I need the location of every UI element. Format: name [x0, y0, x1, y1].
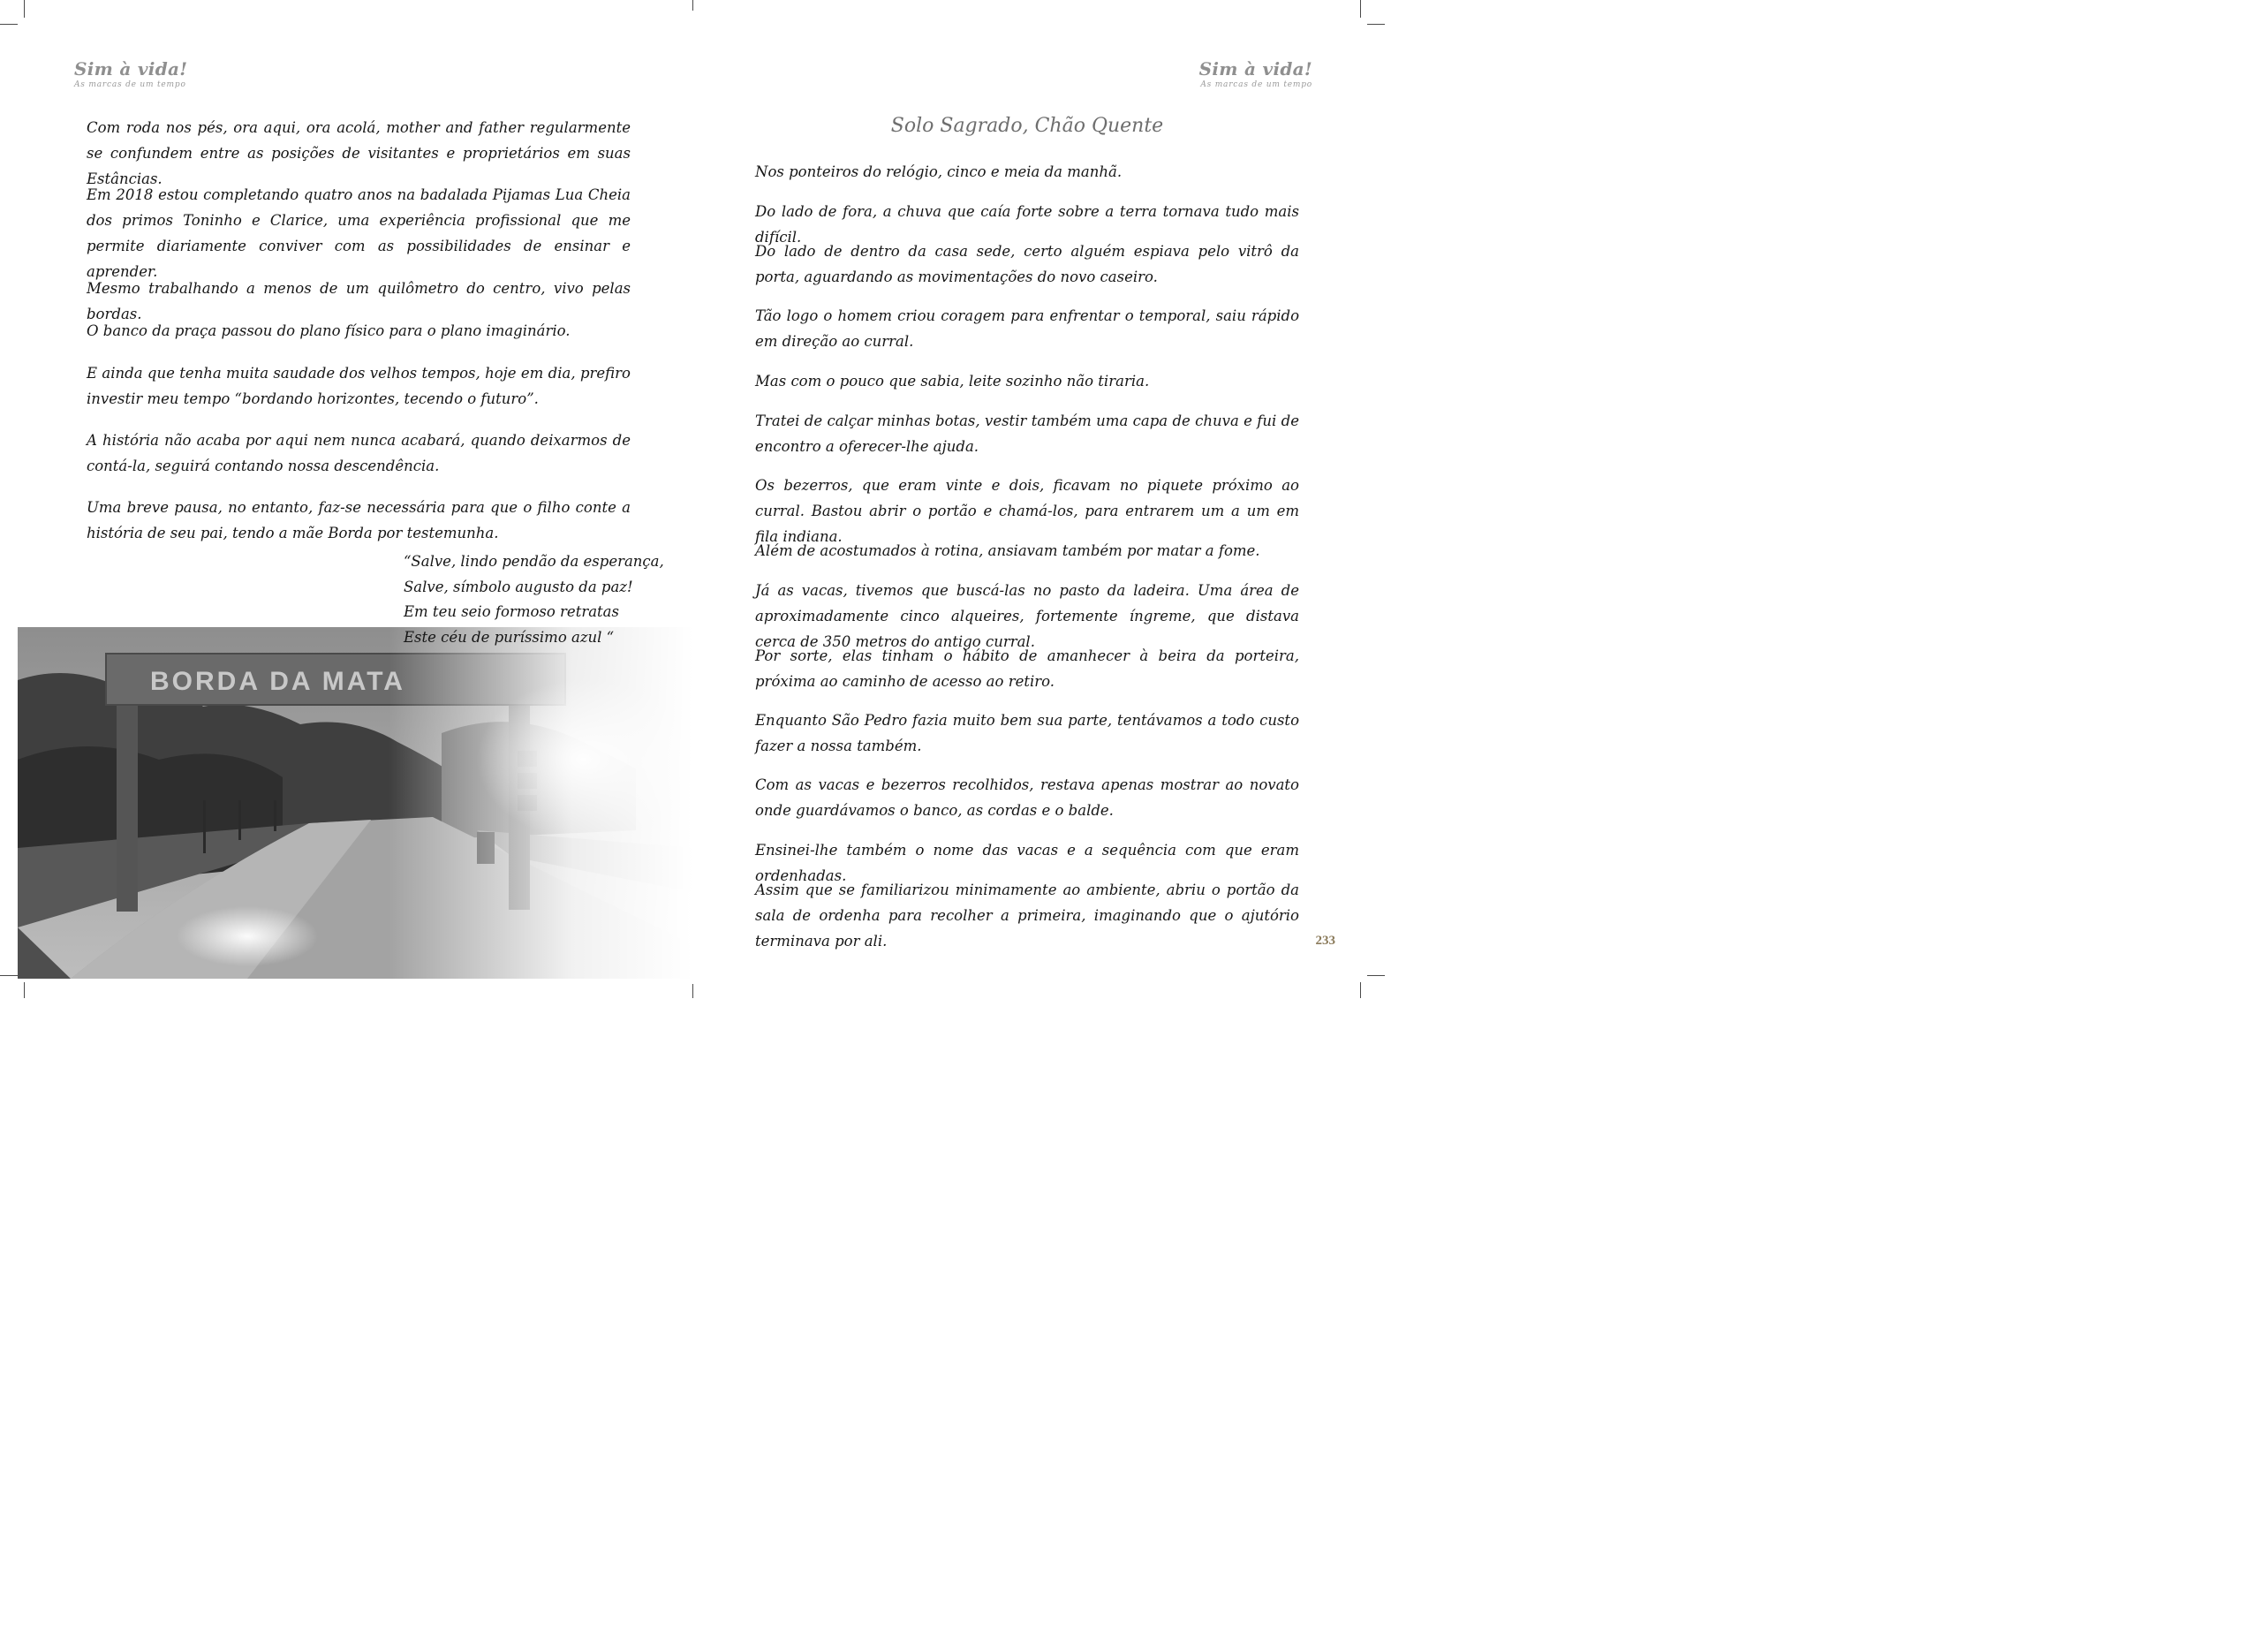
- chapter-title: Solo Sagrado, Chão Quente: [890, 115, 1164, 137]
- paragraph: Enquanto São Pedro fazia muito bem sua parte, tentávamos a todo custo fazer a nossa também.: [755, 712, 1299, 754]
- paragraph: Com as vacas e bezerros recolhidos, restava apenas mostrar ao novato onde guardávamos o banco, as cordas e o balde.: [755, 776, 1299, 819]
- verse-line: “Salve, lindo pendão da esperança,: [404, 553, 664, 570]
- anthem-quote: [404, 549, 664, 650]
- borda-da-mata-photo: [18, 627, 693, 979]
- paragraph: Assim que se familiarizou minimamente ao ambiente, abriu o portão da sala de ordenha para recolher a primeira, imaginando que o ajutório terminava por ali.: [755, 882, 1299, 950]
- book-subtitle: As marcas de um tempo: [74, 80, 186, 89]
- paragraph: Do lado de fora, a chuva que caía forte sobre a terra tornava tudo mais difícil.: [755, 203, 1299, 246]
- paragraph: E ainda que tenha muita saudade dos velhos tempos, hoje em dia, prefiro investir meu tempo “bordando horizontes, tecendo o futuro”.: [87, 365, 631, 407]
- paragraph: Além de acostumados à rotina, ansiavam também por matar a fome.: [755, 542, 1260, 559]
- verse-line: Em teu seio formoso retratas: [404, 603, 619, 620]
- paragraph: A história não acaba por aqui nem nunca acabará, quando deixarmos de contá-la, seguirá contando nossa descendência.: [87, 432, 631, 474]
- paragraph: O banco da praça passou do plano físico para o plano imaginário.: [87, 322, 571, 339]
- book-title: Sim à vida!: [1198, 58, 1312, 79]
- paragraph: Uma breve pausa, no entanto, faz-se necessária para que o filho conte a história de seu pai, tendo a mãe Borda por testemunha.: [87, 499, 631, 541]
- page-number: 233: [1315, 934, 1335, 948]
- paragraph: Mas com o pouco que sabia, leite sozinho não tiraria.: [755, 373, 1150, 390]
- paragraph: Tão logo o homem criou coragem para enfrentar o temporal, saiu rápido em direção ao curral.: [755, 307, 1299, 350]
- book-subtitle: As marcas de um tempo: [1200, 80, 1312, 89]
- paragraph: Mesmo trabalhando a menos de um quilômetro do centro, vivo pelas bordas.: [87, 280, 631, 322]
- paragraph: Nos ponteiros do relógio, cinco e meia da manhã.: [755, 163, 1123, 180]
- right-page: [692, 0, 1385, 998]
- paragraph: Tratei de calçar minhas botas, vestir também uma capa de chuva e fui de encontro a oferecer-lhe ajuda.: [755, 412, 1299, 455]
- verse-line: Salve, símbolo augusto da paz!: [404, 578, 633, 595]
- paragraph: Em 2018 estou completando quatro anos na badalada Pijamas Lua Cheia dos primos Toninho e Clarice, uma experiência profissional que me permite diariamente conviver com as possibilidades de ensinar e aprender.: [87, 186, 631, 280]
- book-title: Sim à vida!: [74, 58, 188, 79]
- verse-line: Este céu de puríssimo azul “: [404, 628, 615, 646]
- paragraph: Do lado de dentro da casa sede, certo alguém espiava pelo vitrô da porta, aguardando as movimentações do novo caseiro.: [755, 243, 1299, 285]
- paragraph: Já as vacas, tivemos que buscá-las no pasto da ladeira. Uma área de aproximadamente cinco alqueires, fortemente íngreme, que distava cerca de 350 metros do antigo curral.: [755, 582, 1299, 650]
- paragraph: Os bezerros, que eram vinte e dois, ficavam no piquete próximo ao curral. Bastou abrir o portão e chamá-los, para entrarem um a um em fila indiana.: [755, 477, 1299, 545]
- paragraph: Com roda nos pés, ora aqui, ora acolá, mother and father regularmente se confundem entre as posições de visitantes e proprietários em suas Estâncias.: [87, 119, 631, 187]
- running-header: [1199, 58, 1312, 89]
- paragraph: Por sorte, elas tinham o hábito de amanhecer à beira da porteira, próxima ao caminho de acesso ao retiro.: [755, 647, 1299, 690]
- left-page: [0, 0, 692, 998]
- paragraph: Ensinei-lhe também o nome das vacas e a sequência com que eram ordenhadas.: [755, 842, 1299, 884]
- running-header: [74, 58, 187, 89]
